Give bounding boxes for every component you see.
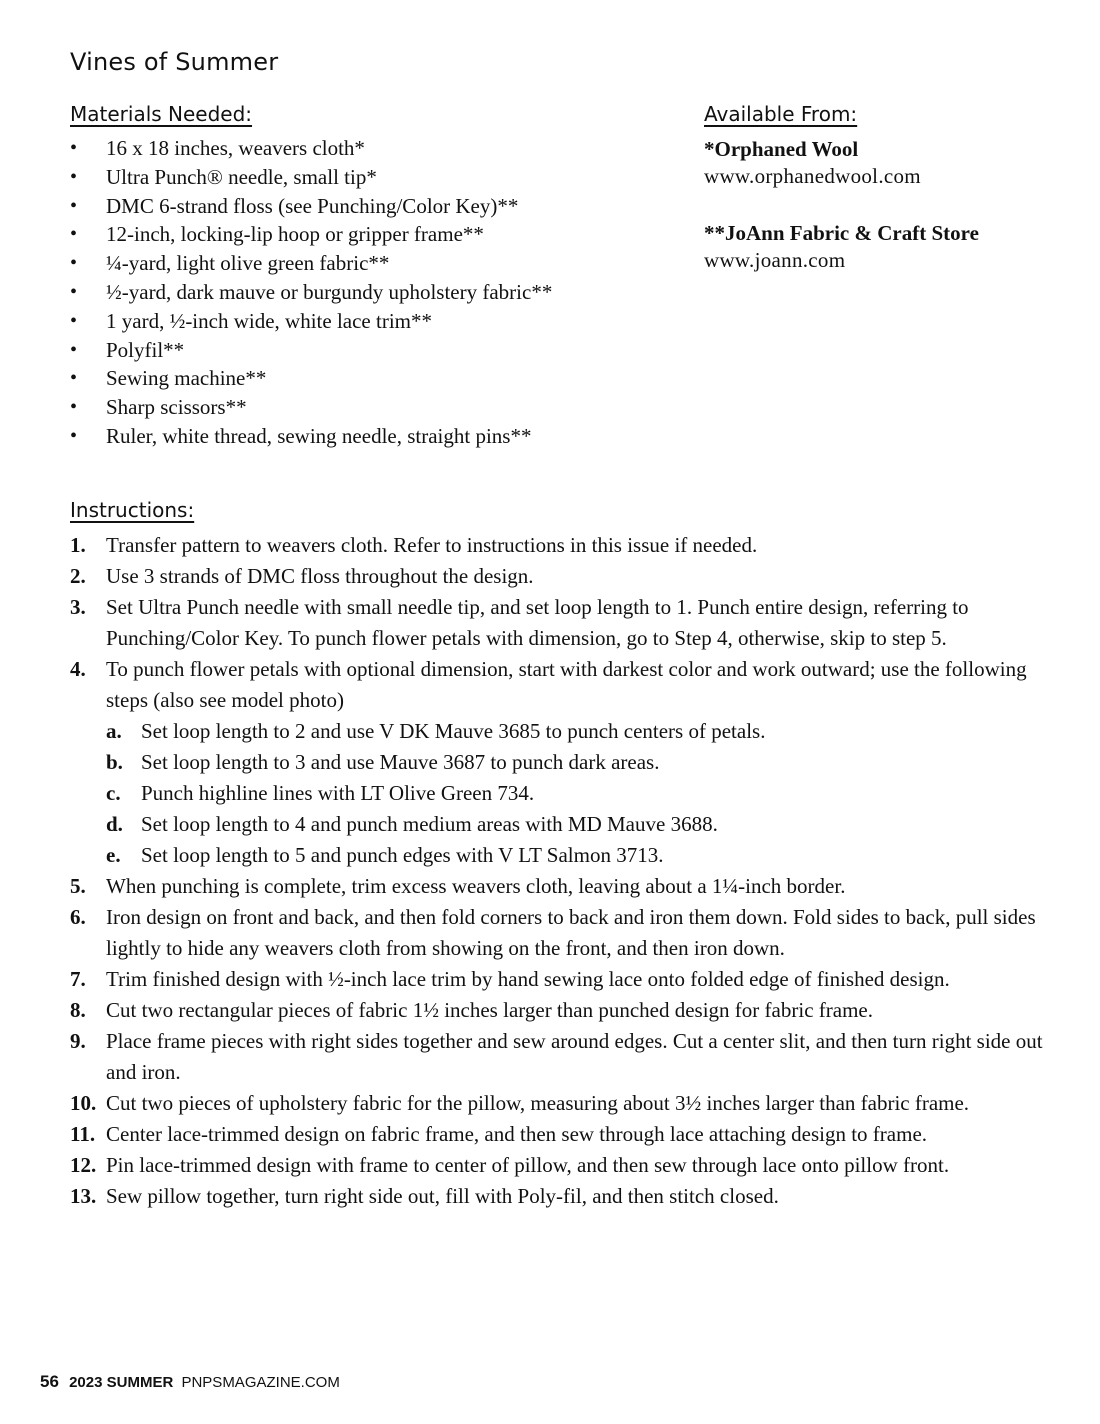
materials-heading: Materials Needed:	[70, 102, 253, 126]
instruction-step	[70, 561, 1050, 592]
instruction-step	[70, 902, 1050, 964]
vendor-url[interactable]: www.joann.com	[704, 248, 846, 272]
substep-list	[106, 716, 1050, 871]
substep-text: Set loop length to 4 and punch medium areas with MD Mauve 3688.	[141, 812, 718, 836]
instruction-substep	[106, 778, 1050, 809]
page-footer	[40, 1372, 340, 1392]
step-number: 1.	[70, 533, 86, 557]
substep-text: Set loop length to 2 and use V DK Mauve 3685 to punch centers of petals.	[141, 719, 766, 743]
step-number: 10.	[70, 1091, 97, 1115]
list-item: • Polyfil**	[70, 336, 690, 365]
available-from-section	[704, 102, 1064, 274]
list-item: • 16 x 18 inches, weavers cloth*	[70, 134, 690, 163]
step-number: 11.	[70, 1122, 96, 1146]
step-text: Iron design on front and back, and then fold corners to back and iron them down. Fold sides to back, pull sides lightly to hide any weavers cloth from showing on the front, and then iron down.	[106, 905, 1036, 960]
instruction-step	[70, 871, 1050, 902]
page-title: Vines of Summer	[70, 48, 279, 76]
substep-text: Set loop length to 3 and use Mauve 3687 to punch dark areas.	[141, 750, 660, 774]
instruction-step	[70, 1150, 1050, 1181]
instructions-heading: Instructions:	[70, 498, 195, 522]
step-number: 6.	[70, 905, 86, 929]
substep-letter: a.	[106, 719, 122, 743]
step-number: 4.	[70, 657, 86, 681]
vendor-name: **JoAnn Fabric & Craft Store	[704, 221, 979, 245]
vendor-joann	[704, 220, 1064, 274]
available-heading: Available From:	[704, 102, 858, 126]
step-text: Sew pillow together, turn right side out, fill with Poly-fil, and then stitch closed.	[106, 1184, 779, 1208]
step-number: 12.	[70, 1153, 97, 1177]
instruction-step	[70, 964, 1050, 995]
instruction-step	[70, 530, 1050, 561]
instruction-step	[70, 654, 1050, 871]
substep-letter: b.	[106, 750, 123, 774]
instruction-step	[70, 1026, 1050, 1088]
list-item: • 1 yard, ½-inch wide, white lace trim**	[70, 307, 690, 336]
magazine-site[interactable]: PNPSMAGAZINE.COM	[181, 1374, 340, 1391]
materials-list	[70, 134, 690, 451]
instruction-substep	[106, 840, 1050, 871]
instruction-step	[70, 1088, 1050, 1119]
vendor-name: *Orphaned Wool	[704, 137, 859, 161]
step-text: When punching is complete, trim excess weavers cloth, leaving about a 1¼-inch border.	[106, 874, 846, 898]
list-item: • Ruler, white thread, sewing needle, straight pins**	[70, 422, 690, 451]
step-text: Trim finished design with ½-inch lace trim by hand sewing lace onto folded edge of finished design.	[106, 967, 950, 991]
instruction-substep	[106, 809, 1050, 840]
instruction-step	[70, 1181, 1050, 1212]
list-item: • Sharp scissors**	[70, 393, 690, 422]
instructions-section	[70, 498, 1050, 1212]
list-item: • DMC 6-strand floss (see Punching/Color Key)**	[70, 192, 690, 221]
step-number: 9.	[70, 1029, 86, 1053]
list-item: • 12-inch, locking-lip hoop or gripper frame**	[70, 220, 690, 249]
list-item: • Sewing machine**	[70, 364, 690, 393]
vendor-orphaned-wool	[704, 136, 1064, 190]
substep-text: Set loop length to 5 and punch edges with V LT Salmon 3713.	[141, 843, 664, 867]
instruction-step	[70, 1119, 1050, 1150]
instruction-step	[70, 995, 1050, 1026]
step-text: Cut two pieces of upholstery fabric for the pillow, measuring about 3½ inches larger than fabric frame.	[106, 1091, 970, 1115]
instruction-substep	[106, 747, 1050, 778]
step-number: 13.	[70, 1184, 97, 1208]
step-text: Transfer pattern to weavers cloth. Refer to instructions in this issue if needed.	[106, 533, 758, 557]
step-text: Set Ultra Punch needle with small needle tip, and set loop length to 1. Punch entire design, referring to Punching/Color Key. To punch flower petals with dimension, go to Step 4, otherwise, skip to step 5.	[106, 595, 969, 650]
materials-section	[70, 102, 690, 451]
instruction-step	[70, 592, 1050, 654]
substep-letter: c.	[106, 781, 121, 805]
step-number: 8.	[70, 998, 86, 1022]
list-item: • ¼-yard, light olive green fabric**	[70, 249, 690, 278]
step-text: To punch flower petals with optional dimension, start with darkest color and work outward; use the following steps (also see model photo)	[106, 657, 1027, 712]
step-number: 5.	[70, 874, 86, 898]
step-text: Pin lace-trimmed design with frame to center of pillow, and then sew through lace onto pillow front.	[106, 1153, 950, 1177]
step-number: 3.	[70, 595, 86, 619]
substep-letter: d.	[106, 812, 123, 836]
step-text: Use 3 strands of DMC floss throughout the design.	[106, 564, 534, 588]
list-item: • ½-yard, dark mauve or burgundy upholstery fabric**	[70, 278, 690, 307]
step-text: Cut two rectangular pieces of fabric 1½ inches larger than punched design for fabric frame.	[106, 998, 873, 1022]
issue-label: 2023 SUMMER	[69, 1374, 174, 1391]
instructions-list	[70, 530, 1050, 1212]
step-text: Center lace-trimmed design on fabric frame, and then sew through lace attaching design to frame.	[106, 1122, 928, 1146]
step-text: Place frame pieces with right sides together and sew around edges. Cut a center slit, and then turn right side out and iron.	[106, 1029, 1043, 1084]
page-number: 56	[40, 1372, 59, 1391]
substep-text: Punch highline lines with LT Olive Green 734.	[141, 781, 535, 805]
step-number: 2.	[70, 564, 86, 588]
list-item: • Ultra Punch® needle, small tip*	[70, 163, 690, 192]
instruction-substep	[106, 716, 1050, 747]
step-number: 7.	[70, 967, 86, 991]
vendor-url[interactable]: www.orphanedwool.com	[704, 164, 921, 188]
substep-letter: e.	[106, 843, 121, 867]
